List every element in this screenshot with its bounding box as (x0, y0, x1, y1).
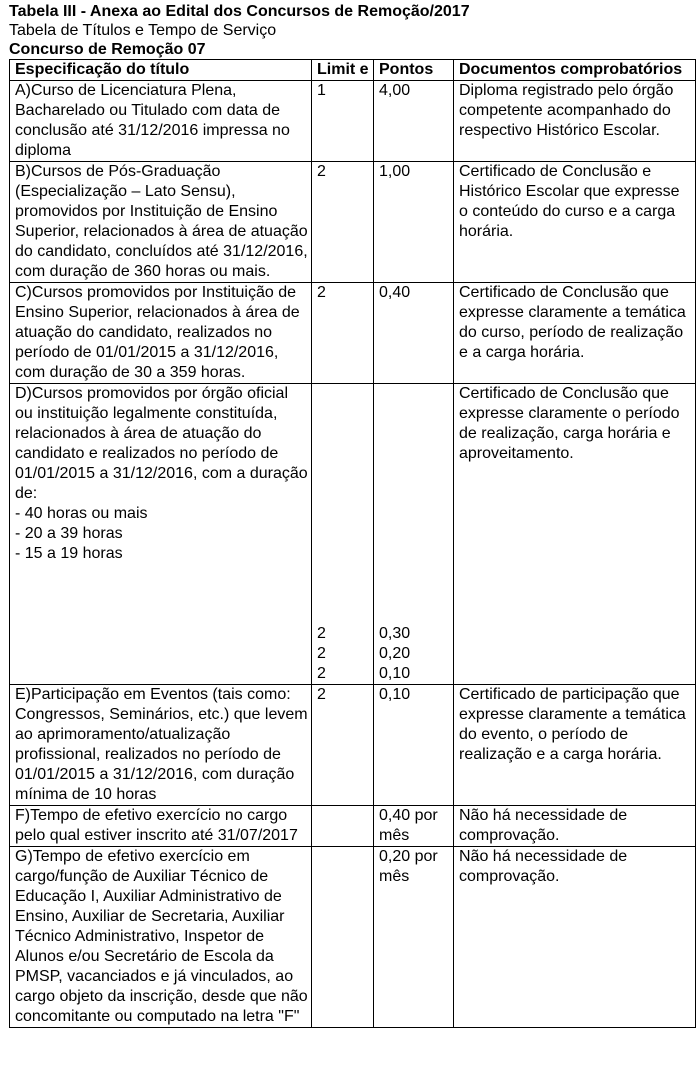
cell-spec (10, 384, 312, 685)
cell-limit (312, 384, 374, 685)
cell-docs: Certificado de participação que expresse claramente a temática do evento, o período de realização e a carga horária. (454, 685, 696, 806)
cell-docs: Certificado de Conclusão e Histórico Escolar que expresse o conteúdo do curso e a carga horária. (454, 162, 696, 283)
cell-limit: 2 (312, 685, 374, 806)
cell-spec: F)Tempo de efetivo exercício no cargo pelo qual estiver inscrito até 31/07/2017 (10, 806, 312, 847)
table-row-g (10, 847, 696, 1028)
cell-docs: Diploma registrado pelo órgão competente acompanhado do respectivo Histórico Escolar. (454, 81, 696, 162)
column-header-spec: Especificação do título (10, 60, 312, 81)
cell-points-sub-1: 0,30 (379, 625, 411, 642)
cell-points: 1,00 (374, 162, 454, 283)
cell-limit-sub-3: 2 (317, 665, 326, 682)
table-header-row (10, 60, 696, 81)
cell-points: 0,40 por mês (374, 806, 454, 847)
cell-limit-sub-1: 2 (317, 625, 326, 642)
cell-spec: E)Participação em Eventos (tais como: Congressos, Seminários, etc.) que levem ao aprimoramento/atualização profissional, realizados no período de 01/01/2015 a 31/12/2016, com duração mínima de 10 horas (10, 685, 312, 806)
column-header-points: Pontos (374, 60, 454, 81)
table-row-d (10, 384, 696, 685)
cell-docs: Certificado de Conclusão que expresse claramente a temática do curso, período de realização e a carga horária. (454, 283, 696, 384)
cell-limit: 1 (312, 81, 374, 162)
table-row-a (10, 81, 696, 162)
cell-spec-sub-1: - 40 horas ou mais (15, 505, 148, 522)
cell-points: 4,00 (374, 81, 454, 162)
cell-points (374, 384, 454, 685)
cell-docs: Não há necessidade de comprovação. (454, 806, 696, 847)
cell-points-sub-2: 0,20 (379, 645, 411, 662)
cell-spec: A)Curso de Licenciatura Plena, Bacharelado ou Titulado com data de conclusão até 31/12/2016 impressa no diploma (10, 81, 312, 162)
cell-docs: Não há necessidade de comprovação. (454, 847, 696, 1028)
cell-docs: Certificado de Conclusão que expresse claramente o período de realização, carga horária e aproveitamento. (454, 384, 696, 685)
column-header-docs: Documentos comprobatórios (454, 60, 696, 81)
cell-spec: G)Tempo de efetivo exercício em cargo/função de Auxiliar Técnico de Educação I, Auxiliar Administrativo de Ensino, Auxiliar de Secretaria, Auxiliar Técnico Administrativo, Inspetor de Alunos e/ou Secretário de Escola da PMSP, vacanciados e já vinculados, ao cargo objeto da inscrição, desde que não concomitante ou computado na letra "F" (10, 847, 312, 1028)
cell-limit: 2 (312, 283, 374, 384)
cell-points: 0,10 (374, 685, 454, 806)
cell-spec: B)Cursos de Pós-Graduação (Especialização – Lato Sensu), promovidos por Instituição de Ensino Superior, relacionados à área de atuação do candidato, concluídos até 31/12/2016, com duração de 360 horas ou mais. (10, 162, 312, 283)
table-row-c (10, 283, 696, 384)
cell-limit (312, 847, 374, 1028)
table-row-e (10, 685, 696, 806)
cell-points-sub-3: 0,10 (379, 665, 411, 682)
section-title: Concurso de Remoção 07 (9, 41, 206, 58)
document-subtitle: Tabela de Títulos e Tempo de Serviço (9, 22, 277, 39)
cell-limit-sub-2: 2 (317, 645, 326, 662)
table-row-f (10, 806, 696, 847)
cell-spec-sub-3: - 15 a 19 horas (15, 545, 123, 562)
cell-spec-main: D)Cursos promovidos por órgão oficial ou instituição legalmente constituída, relacionados à área de atuação do candidato e realizados no período de 01/01/2015 a 31/12/2016, com a duração de: (15, 385, 308, 502)
column-header-limit: Limit e (312, 60, 374, 81)
cell-limit (312, 806, 374, 847)
titles-table (9, 59, 696, 1028)
cell-limit: 2 (312, 162, 374, 283)
cell-points: 0,40 (374, 283, 454, 384)
cell-spec-sub-2: - 20 a 39 horas (15, 525, 123, 542)
cell-spec: C)Cursos promovidos por Instituição de Ensino Superior, relacionados à área de atuação do candidato, realizados no período de 01/01/2015 a 31/12/2016, com duração de 30 a 359 horas. (10, 283, 312, 384)
document-title: Tabela III - Anexa ao Edital dos Concursos de Remoção/2017 (9, 3, 470, 20)
cell-points: 0,20 por mês (374, 847, 454, 1028)
table-row-b (10, 162, 696, 283)
